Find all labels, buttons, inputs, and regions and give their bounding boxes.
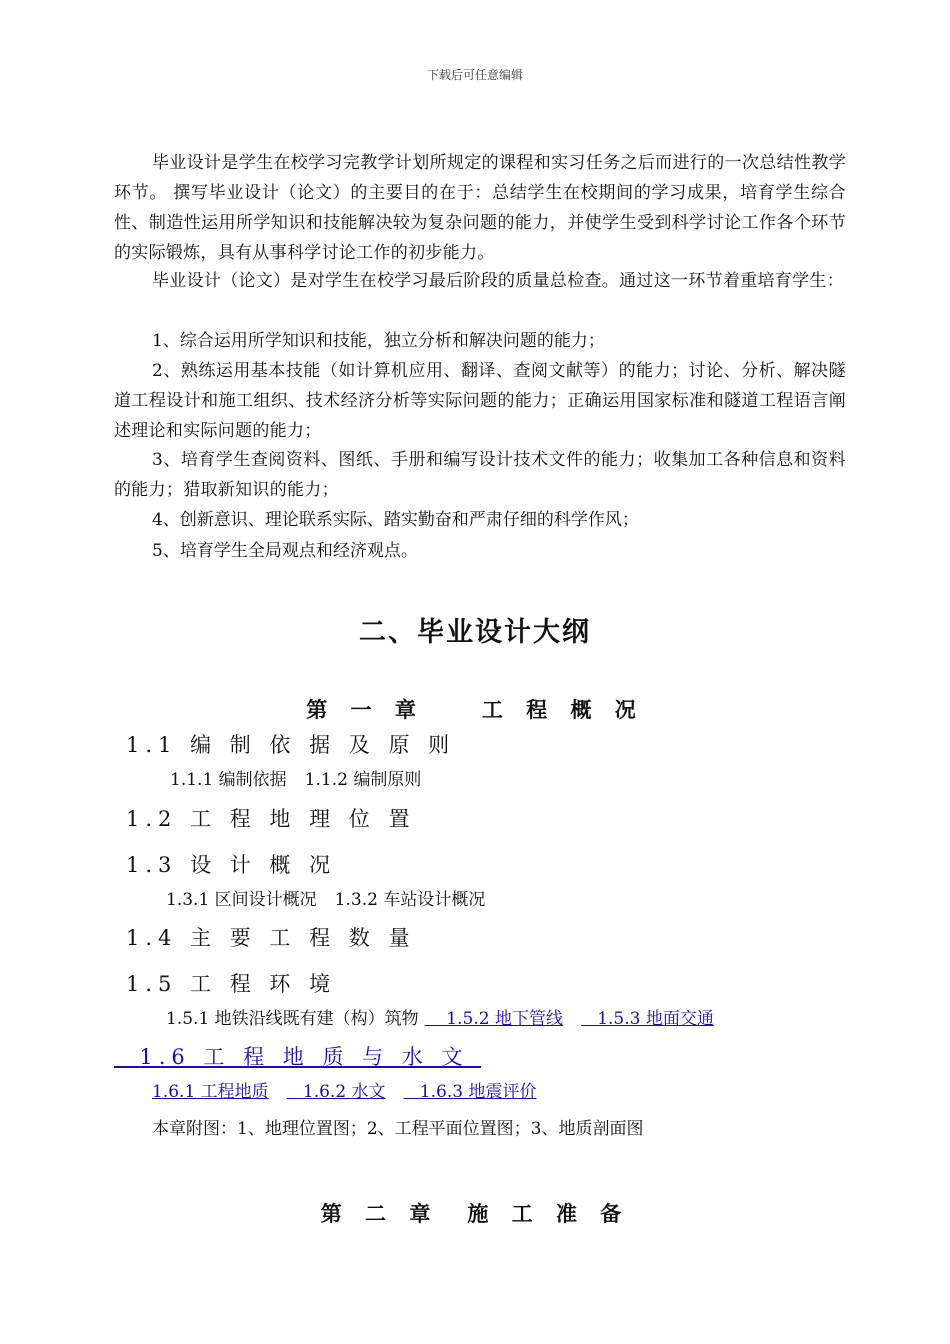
section-1-4: 1.4 主 要 工 程 数 量 — [126, 926, 416, 950]
subsection-1-1-2: 1.1.2 编制原则 — [304, 770, 422, 790]
subsection-list-1-3 — [166, 885, 485, 910]
intro-paragraph-2: 毕业设计（论文）是对学生在校学习最后阶段的质量总检查。通过这一环节着重培育学生： — [152, 271, 844, 291]
subsection-1-6-1-link[interactable]: 1.6.1 工程地质 — [152, 1082, 269, 1102]
subsection-1-3-2: 1.3.2 车站设计概况 — [334, 890, 486, 910]
section-1-6-label: 1.6 工 程 地 质 与 水 文 — [139, 1045, 469, 1069]
section-1-3: 1.3 设 计 概 况 — [126, 853, 337, 877]
section-1-2: 1.2 工 程 地 理 位 置 — [126, 807, 416, 831]
objective-item-5: 5、培育学生全局观点和经济观点。 — [152, 541, 418, 561]
subsection-1-5-2-link[interactable]: 1.5.2 地下管线 — [446, 1009, 563, 1029]
chapter-1-appendix: 本章附图：1、地理位置图；2、工程平面位置图；3、地质剖面图 — [152, 1119, 644, 1139]
chapter-1-title: 第 一 章 工 程 概 况 — [306, 698, 644, 722]
section-1-5: 1.5 工 程 环 境 — [126, 972, 337, 996]
part-title: 二、毕业设计大纲 — [359, 617, 591, 648]
objective-item-3: 3、培育学生查阅资料、图纸、手册和编写设计技术文件的能力；收集加工各种信息和资料的能力；猎取新知识的能力； — [114, 450, 846, 500]
subsection-1-6-2-link[interactable]: 1.6.2 水文 — [302, 1082, 386, 1102]
subsection-list-1-1 — [170, 765, 421, 790]
subsection-1-1-1: 1.1.1 编制依据 — [170, 770, 287, 790]
subsection-1-5-3-link[interactable]: 1.5.3 地面交通 — [597, 1009, 714, 1029]
objective-item-4: 4、创新意识、理论联系实际、踏实勤奋和严肃仔细的科学作风； — [152, 510, 639, 530]
chapter-2-title: 第 二 章 施 工 准 备 — [320, 1202, 630, 1226]
page-header: 下载后可任意编辑 — [426, 68, 523, 82]
subsection-1-5-1: 1.5.1 地铁沿线既有建（构）筑物 — [166, 1009, 419, 1029]
intro-paragraph-1: 毕业设计是学生在校学习完教学计划所规定的课程和实习任务之后而进行的一次总结性教学环节。 撰写毕业设计（论文）的主要目的在于：总结学生在校期间的学习成果，培育学生综合性、制造性运用所学知识和技能解决较为复杂问题的能力，并使学生受到科学讨论工作各个环节的实际锻炼，具有从事科学讨论工作的初步能力。 — [114, 153, 846, 263]
objective-item-2: 2、熟练运用基本技能（如计算机应用、翻译、查阅文献等）的能力；讨论、分析、解决隧道工程设计和施工组织、技术经济分析等实际问题的能力；正确运用国家标准和隧道工程语言阐述理论和实际问题的能力； — [114, 361, 846, 441]
objective-item-1: 1、综合运用所学知识和技能，独立分析和解决问题的能力； — [152, 331, 605, 351]
subsection-list-1-6 — [152, 1077, 536, 1102]
subsection-1-6-3-link[interactable]: 1.6.3 地震评价 — [419, 1082, 537, 1102]
subsection-list-1-5 — [166, 1004, 714, 1029]
section-1-6-link[interactable] — [114, 1041, 481, 1071]
section-1-1: 1.1 编 制 依 据 及 原 则 — [126, 733, 456, 757]
subsection-1-3-1: 1.3.1 区间设计概况 — [166, 890, 317, 910]
